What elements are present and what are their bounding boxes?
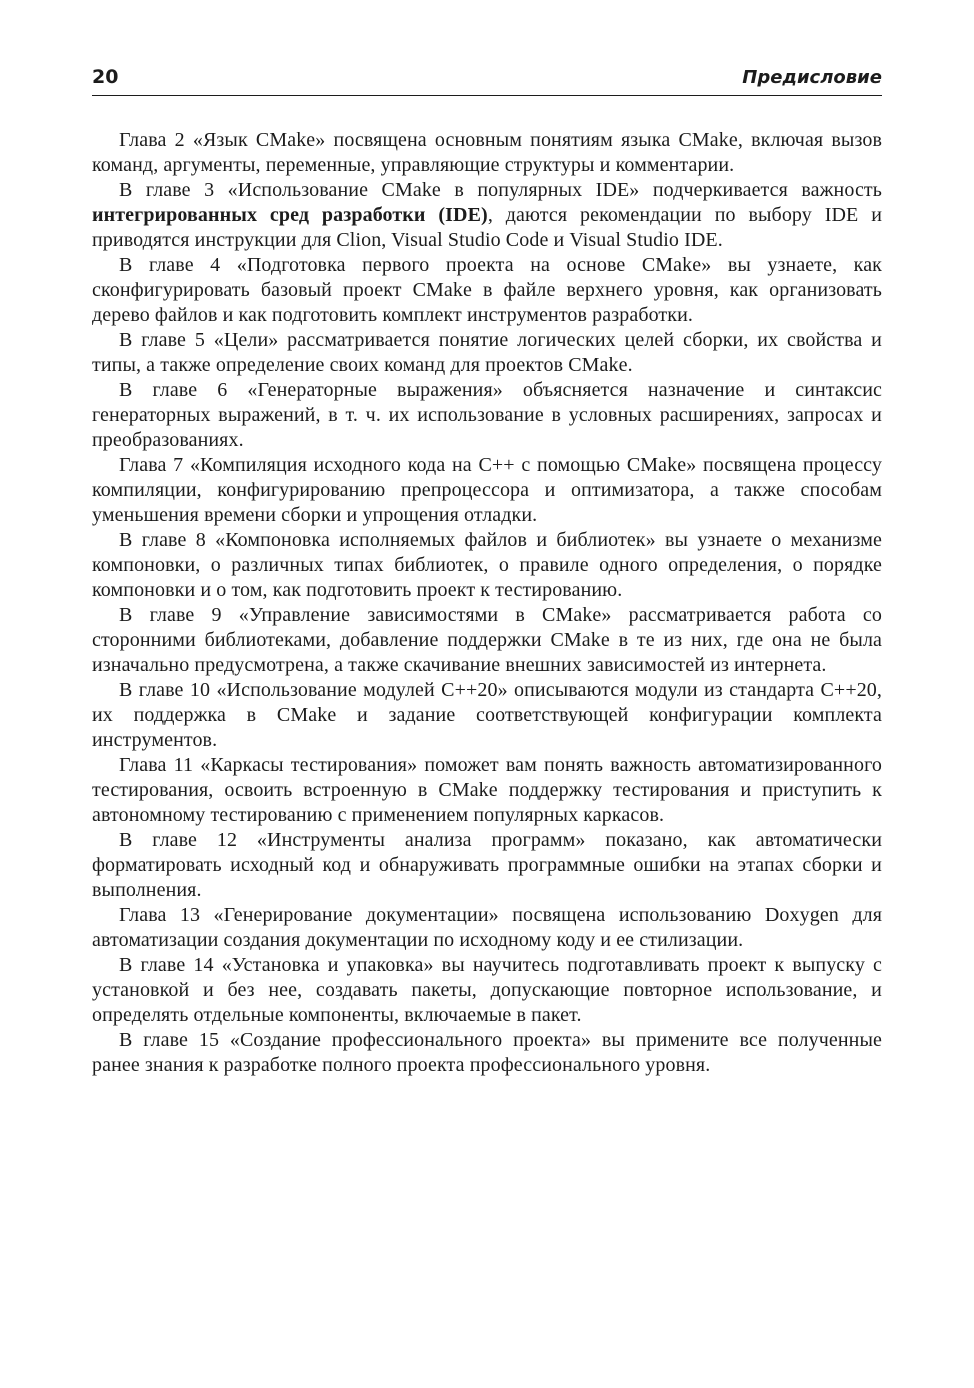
text-run: В главе 3 «Использование CMake в популярных IDE» подчеркивается важность bbox=[119, 179, 882, 201]
text-run: В главе 12 «Инструменты анализа программ» показано, как автоматически форматировать исходный код и обнаруживать программные ошибки на этапах сборки и выполнения. bbox=[92, 829, 882, 901]
paragraph bbox=[92, 328, 882, 378]
page-header bbox=[92, 66, 882, 88]
page-body bbox=[92, 128, 882, 1078]
running-title: Предисловие bbox=[742, 67, 882, 88]
text-run: Глава 11 «Каркасы тестирования» поможет вам понять важность автоматизированного тестирования, освоить встроенную в CMake поддержку тестирования и приступить к автономному тестированию с применением популярных каркасов. bbox=[92, 754, 882, 826]
paragraph bbox=[92, 528, 882, 603]
text-run: Глава 13 «Генерирование документации» посвящена использованию Doxygen для автоматизации создания документации по исходному коду и ее стилизации. bbox=[92, 904, 882, 951]
text-run: В главе 8 «Компоновка исполняемых файлов и библиотек» вы узнаете о механизме компоновки, о различных типах библиотек, о правиле одного определения, о порядке компоновки и о том, как подготовить проект к тестированию. bbox=[92, 529, 882, 601]
text-run: В главе 5 «Цели» рассматривается понятие логических целей сборки, их свойства и типы, а также определение своих команд для проектов CMake. bbox=[92, 329, 882, 376]
text-run: В главе 10 «Использование модулей C++20» описываются модули из стандарта C++20, их поддержка в CMake и задание соответствующей конфигурации комплекта инструментов. bbox=[92, 679, 882, 751]
paragraph bbox=[92, 178, 882, 253]
text-run: , даются рекомендации по выбору IDE и приводятся инструкции для Clion, Visual Studio Code и Visual Studio IDE. bbox=[92, 204, 883, 251]
paragraph bbox=[92, 253, 882, 328]
paragraph bbox=[92, 603, 882, 678]
text-run: В главе 15 «Создание профессионального проекта» вы примените все полученные ранее знания к разработке полного проекта профессионального уровня. bbox=[92, 1029, 882, 1076]
text-run: В главе 14 «Установка и упаковка» вы научитесь подготавливать проект к выпуску с установкой и без нее, создавать пакеты, допускающие повторное использование, и определять отдельные компоненты, включаемые в пакет. bbox=[92, 954, 882, 1026]
paragraph bbox=[92, 1028, 882, 1078]
text-run: Глава 2 «Язык CMake» посвящена основным понятиям языка CMake, включая вызов команд, аргументы, переменные, управляющие структуры и комментарии. bbox=[92, 129, 882, 176]
paragraph bbox=[92, 128, 882, 178]
page-number: 20 bbox=[92, 66, 119, 88]
paragraph bbox=[92, 903, 882, 953]
paragraph bbox=[92, 378, 882, 453]
text-run: В главе 6 «Генераторные выражения» объясняется назначение и синтаксис генераторных выражений, в т. ч. их использование в условных расширениях, запросах и преобразованиях. bbox=[92, 379, 882, 451]
paragraph bbox=[92, 953, 882, 1028]
header-rule bbox=[92, 95, 882, 96]
paragraph bbox=[92, 828, 882, 903]
paragraph bbox=[92, 753, 882, 828]
text-run: Глава 7 «Компиляция исходного кода на C++ с помощью CMake» посвящена процессу компиляции, конфигурированию препроцессора и оптимизатора, а также способам уменьшения времени сборки и упрощения отладки. bbox=[92, 454, 882, 526]
text-run: В главе 9 «Управление зависимостями в CMake» рассматривается работа со сторонними библиотеками, добавление поддержки CMake в те из них, где она не была изначально предусмотрена, а также скачивание внешних зависимостей из интернета. bbox=[92, 604, 882, 676]
paragraph bbox=[92, 678, 882, 753]
paragraph bbox=[92, 453, 882, 528]
text-run: В главе 4 «Подготовка первого проекта на основе CMake» вы узнаете, как сконфигурировать базовый проект CMake в файле верхнего уровня, как организовать дерево файлов и как подготовить комплект инструментов разработки. bbox=[92, 254, 882, 326]
bold-text-run: интегрированных сред разработки (IDE) bbox=[92, 204, 488, 226]
